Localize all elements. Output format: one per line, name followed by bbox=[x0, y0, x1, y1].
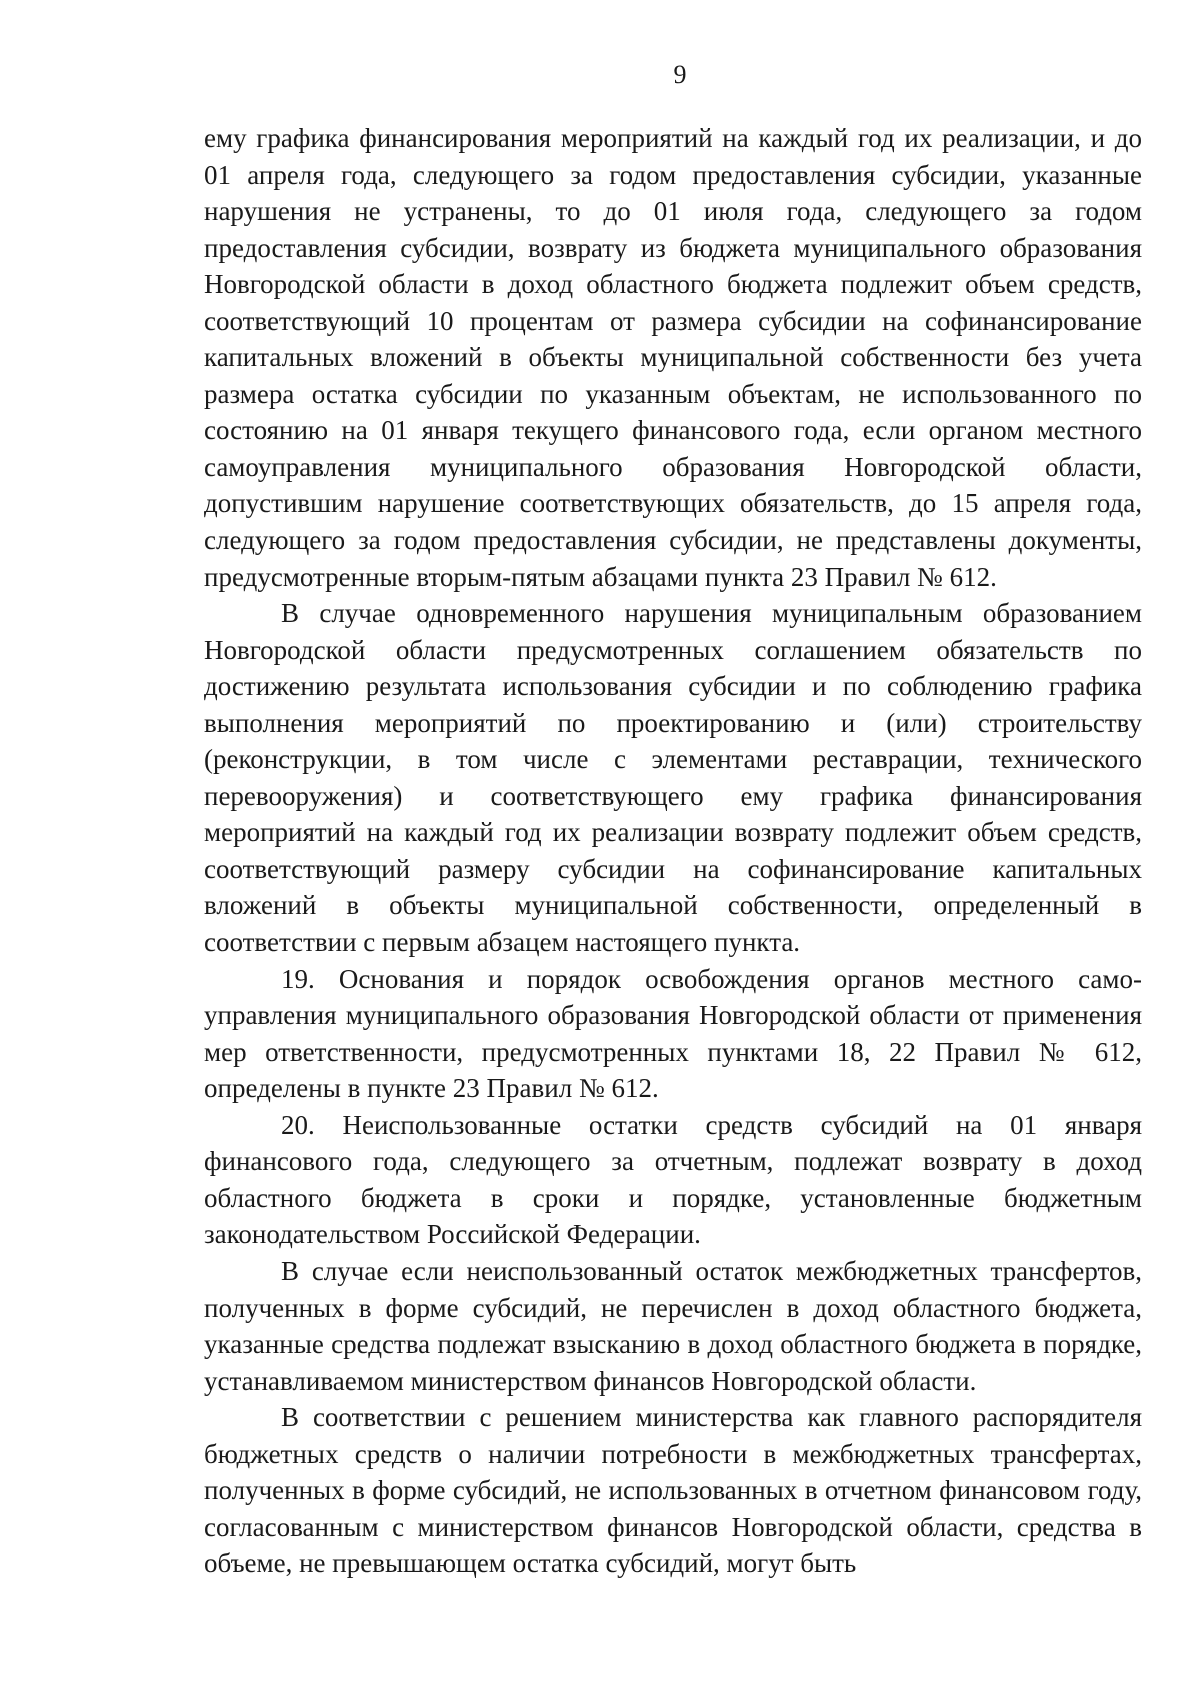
document-body bbox=[204, 120, 1142, 1582]
paragraph-item-20: 20. Неиспользованные остатки средств субсидий на 01 января финансового года, следующего за отчетным, подлежат возврату в доход областного бюджета в сроки и порядке, установленные бюджетным законодательством Российской Федерации. bbox=[204, 1109, 1142, 1250]
paragraph-item-19: 19. Основания и порядок освобождения органов местного самоуправления муниципального образования Новгородской области от применения мер ответственности, предусмотренных пунктами 18, 22 Правил № 612, определены в пункте 23 Правил № 612. bbox=[204, 963, 1142, 1104]
paragraph-continuation: ему графика финансирования мероприятий на каждый год их реализации, и до 01 апреля года, следующего за годом предоставления субсидии, указанные нарушения не устранены, то до 01 июля года, следующего за годом предоставления субсидии, возврату из бюджета муниципального образования Новгородской области в доход областного бюджета подлежит объем средств, соответствующий 10 процентам от размера субсидии на софинансирование капитальных вложений в объекты муниципальной собственности без учета размера остатка субсидии по указанным объектам, не использованного по состоянию на 01 января текущего финансового года, если органом местного самоуправления муниципального образования Новгородской области, допустившим нарушение соответствующих обязательств, до 15 апреля года, следующего за годом предоставления субсидии, не представлены документы, предусмотренные вторым-пятым абзацами пункта 23 Правил № 612. bbox=[204, 123, 1142, 592]
paragraph-ministry-decision: В соответствии с решением министерства как главного распорядителя бюджетных средств о наличии потребности в межбюджетных трансфертах, полученных в форме субсидий, не использованных в отчетном финансовом году, согласованным с министерством финансов Новгородской области, средства в объеме, не превышающем остатка субсидий, могут быть bbox=[204, 1402, 1142, 1579]
paragraph-simultaneous-violation: В случае одновременного нарушения муниципальным образованием Новгородской области предусмотренных соглашением обязательств по достижению результата использования субсидии и по соблюдению графика выполнения мероприятий по проектированию и (или) строительству (реконструкции, в том числе с элементами реставрации, технического перевооружения) и соответствующего ему графика финансирования мероприятий на каждый год их реализации возврату подлежит объем средств, соответствующий размеру субсидии на софинансирование капитальных вложений в объекты муниципальной собственности, определенный в соответствии с первым абзацем настоящего пункта. bbox=[204, 598, 1142, 958]
page-number: 9 bbox=[673, 60, 687, 89]
paragraph-unused-balance: В случае если неиспользованный остаток межбюджетных трансфертов, полученных в форме субсидий, не перечислен в доход областного бюджета, указанные средства подлежат взысканию в доход областного бюджета в порядке, устанавливаемом министерством финансов Новгородской области. bbox=[204, 1255, 1142, 1396]
